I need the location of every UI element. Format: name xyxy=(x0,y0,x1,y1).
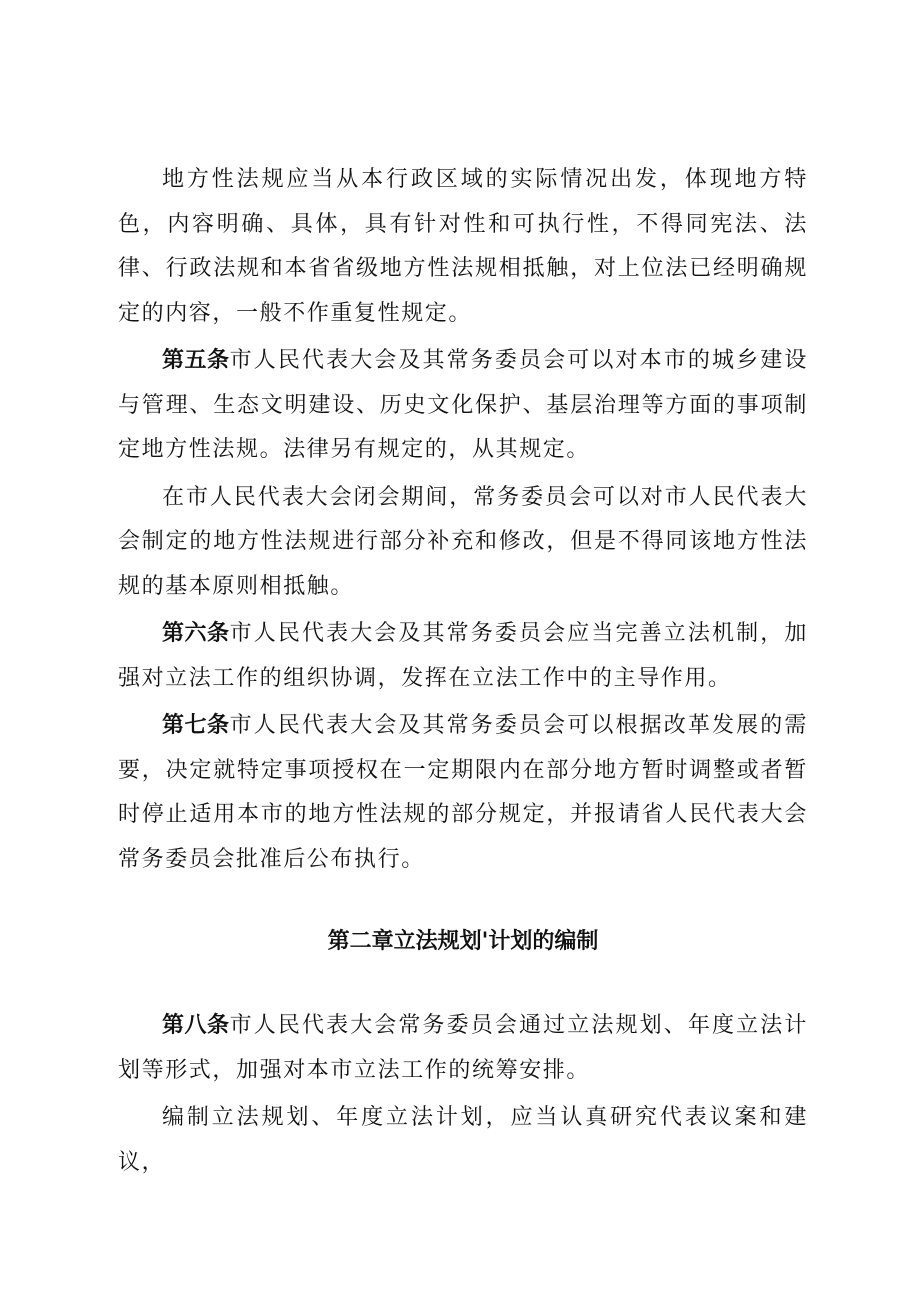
paragraph-text: 市人民代表大会及其常务委员会可以根据改革发展的需要，决定就特定事项授权在一定期限内在部分地方暂时调整或者暂时停止适用本市的地方性法规的部分规定，并报请省人民代表大会常务委员会批准后公布执行。 xyxy=(118,713,808,872)
article-number: 第六条 xyxy=(162,621,230,646)
paragraph-text: 市人民代表大会及其常务委员会可以对本市的城乡建设与管理、生态文明建设、历史文化保护、基层治理等方面的事项制定地方性法规。法律另有规定的，从其规定。 xyxy=(118,348,808,462)
article-8-paragraph xyxy=(118,1004,808,1093)
article-number: 第八条 xyxy=(162,1013,230,1038)
article-5-paragraph xyxy=(118,339,808,473)
paragraph-text: 市人民代表大会常务委员会通过立法规划、年度立法计划等形式，加强对本市立法工作的统筹安排。 xyxy=(118,1013,808,1083)
article-6-paragraph xyxy=(118,612,808,701)
article-8-clause-2 xyxy=(118,1096,808,1185)
paragraph-text: 编制立法规划、年度立法计划，应当认真研究代表议案和建议， xyxy=(118,1105,808,1175)
article-5-clause-2 xyxy=(118,476,808,610)
chapter-heading: 第二章立法规划'计划的编制 xyxy=(327,929,599,954)
paragraph-text: 地方性法规应当从本行政区域的实际情况出发，体现地方特色，内容明确、具体，具有针对性和可执行性，不得同宪法、法律、行政法规和本省省级地方性法规相抵触，对上位法已经明确规定的内容，一般不作重复性规定。 xyxy=(118,167,808,326)
paragraph-local-regulation-principles xyxy=(118,158,808,336)
article-7-paragraph xyxy=(118,704,808,882)
paragraph-text: 在市人民代表大会闭会期间，常务委员会可以对市人民代表大会制定的地方性法规进行部分补充和修改，但是不得同该地方性法规的基本原则相抵触。 xyxy=(118,484,808,599)
paragraph-text: 市人民代表大会及其常务委员会应当完善立法机制，加强对立法工作的组织协调，发挥在立法工作中的主导作用。 xyxy=(118,621,808,691)
article-number: 第五条 xyxy=(162,348,230,373)
document-body xyxy=(118,158,808,1188)
article-number: 第七条 xyxy=(162,713,230,738)
